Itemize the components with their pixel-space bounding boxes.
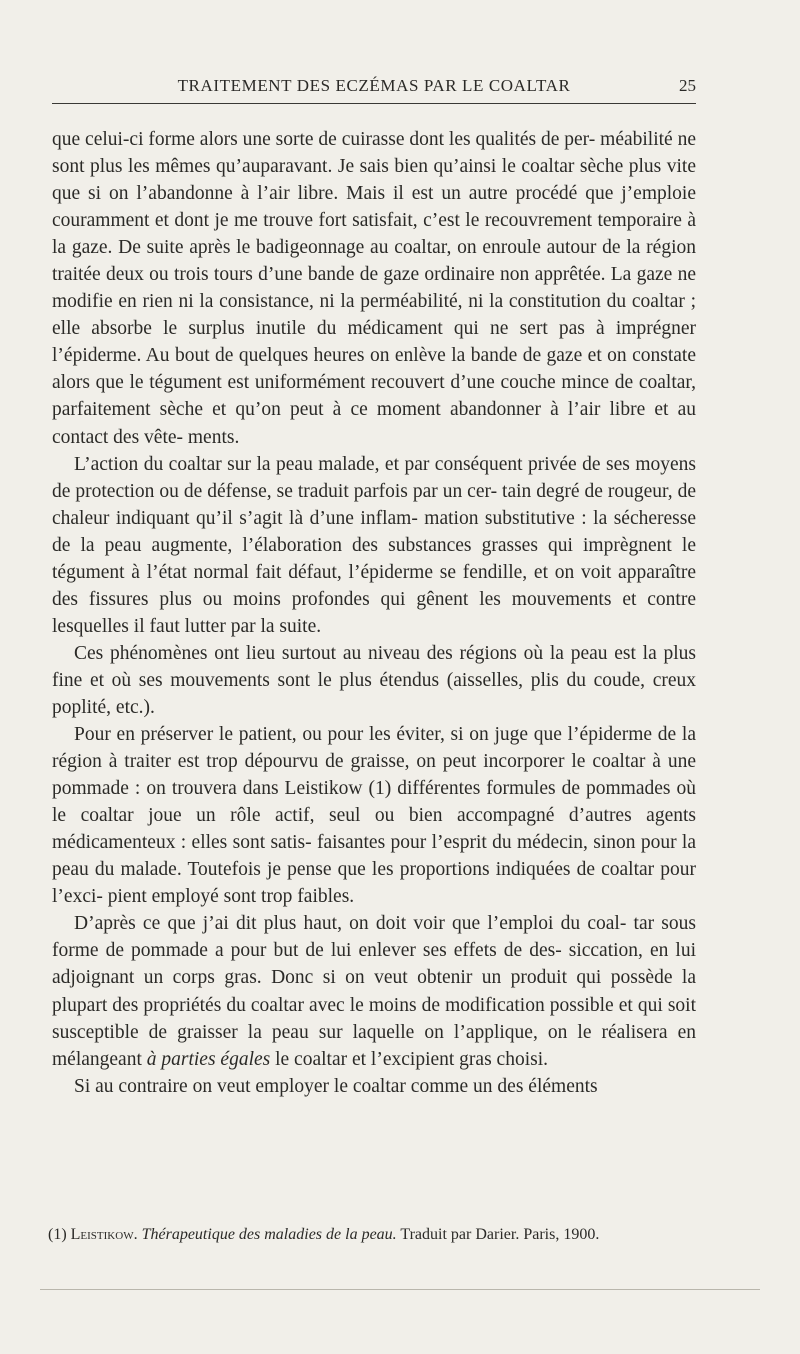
footnote-rest: Traduit par Darier. Paris, 1900. xyxy=(400,1226,600,1243)
paragraph-2: L’action du coaltar sur la peau malade, et par conséquent privée de ses moyens de protection ou de défense, se traduit parfois par un cer- tain degré de rougeur, de chaleur indiquant qu’il s’agit là d’une inflam- mation substitutive : la sécheresse de la peau augmente, l’élaboration des substances grasses qui imprègnent le tégument à l’état normal fait défaut, l’épiderme se fendille, et on voit apparaître des fissures plus ou moins profondes qui gênent les mouvements et contre lesquelles il faut lutter par la suite. xyxy=(52,453,696,637)
footnote-marker: (1) xyxy=(48,1226,67,1243)
page-number: 25 xyxy=(679,76,696,95)
body-text xyxy=(52,126,696,1100)
paragraph-1: que celui-ci forme alors une sorte de cuirasse dont les qualités de per- méabilité ne sont plus les mêmes qu’auparavant. Je sais bien qu’ainsi le coaltar sèche plus vite que si on l’abandonne à l’air libre. Mais il est un autre procédé que j’emploie couramment et dont je me trouve fort satisfait, c’est le recouvrement temporaire à la gaze. De suite après le badigeonnage au coaltar, on enroule autour de la région traitée deux ou trois tours d’une bande de gaze ordinaire non apprêtée. La gaze ne modifie en rien ni la consistance, ni la perméabilité, ni la constitution du coaltar ; elle absorbe le surplus inutile du médicament qui ne sert pas à imprégner l’épiderme. Au bout de quelques heures on enlève la bande de gaze et on constate alors que le tégument est uniformément recouvert d’une couche mince de coaltar, parfaitement sèche et qu’on peut à ce moment abandonner à l’air libre et au contact des vête- ments. xyxy=(52,129,696,448)
footnote-title: Thérapeutique des maladies de la peau. xyxy=(141,1226,397,1243)
paragraph-5 xyxy=(52,910,696,1072)
running-title: TRAITEMENT DES ECZÉMAS PAR LE COALTAR xyxy=(177,76,571,95)
footnote-author: Leistikow. xyxy=(70,1226,138,1243)
paragraph-3: Ces phénomènes ont lieu surtout au niveau des régions où la peau est la plus fine et où ses mouvements sont le plus étendus (aisselles, plis du coude, creux poplité, etc.). xyxy=(52,642,696,718)
paragraph-6: Si au contraire on veut employer le coaltar comme un des éléments xyxy=(74,1075,598,1097)
bottom-rule xyxy=(40,1289,760,1290)
paragraph-5-text-before: D’après ce que j’ai dit plus haut, on doit voir que l’emploi du coal- tar sous forme de pommade a pour but de lui enlever ses effets de des- siccation, en lui adjoignant un corps gras. Donc si on veut obtenir un produit qui possède la plupart des propriétés du coaltar avec le moins de modification possible et qui soit susceptible de graisser la peau sur laquelle on l’applique, on le réalisera en mélangeant xyxy=(52,913,696,1070)
footnote xyxy=(48,1225,696,1245)
paragraph-5-text-after: le coaltar et l’excipient gras choisi. xyxy=(270,1048,548,1070)
paragraph-5-emphasis: à parties égales xyxy=(146,1048,271,1070)
running-head xyxy=(52,74,696,102)
paragraph-4: Pour en préserver le patient, ou pour les éviter, si on juge que l’épiderme de la région à traiter est trop dépourvu de graisse, on peut incorporer le coaltar à une pommade : on trouvera dans Leistikow (1) différentes formules de pommades où le coaltar joue un rôle actif, seul ou bien accompagné d’autres agents médicamenteux : elles sont satis- faisantes pour l’esprit du médecin, sinon pour la peau du malade. Toutefois je pense que les proportions indiquées de coaltar pour l’exci- pient employé sont trop faibles. xyxy=(52,724,696,908)
header-rule xyxy=(52,103,696,104)
